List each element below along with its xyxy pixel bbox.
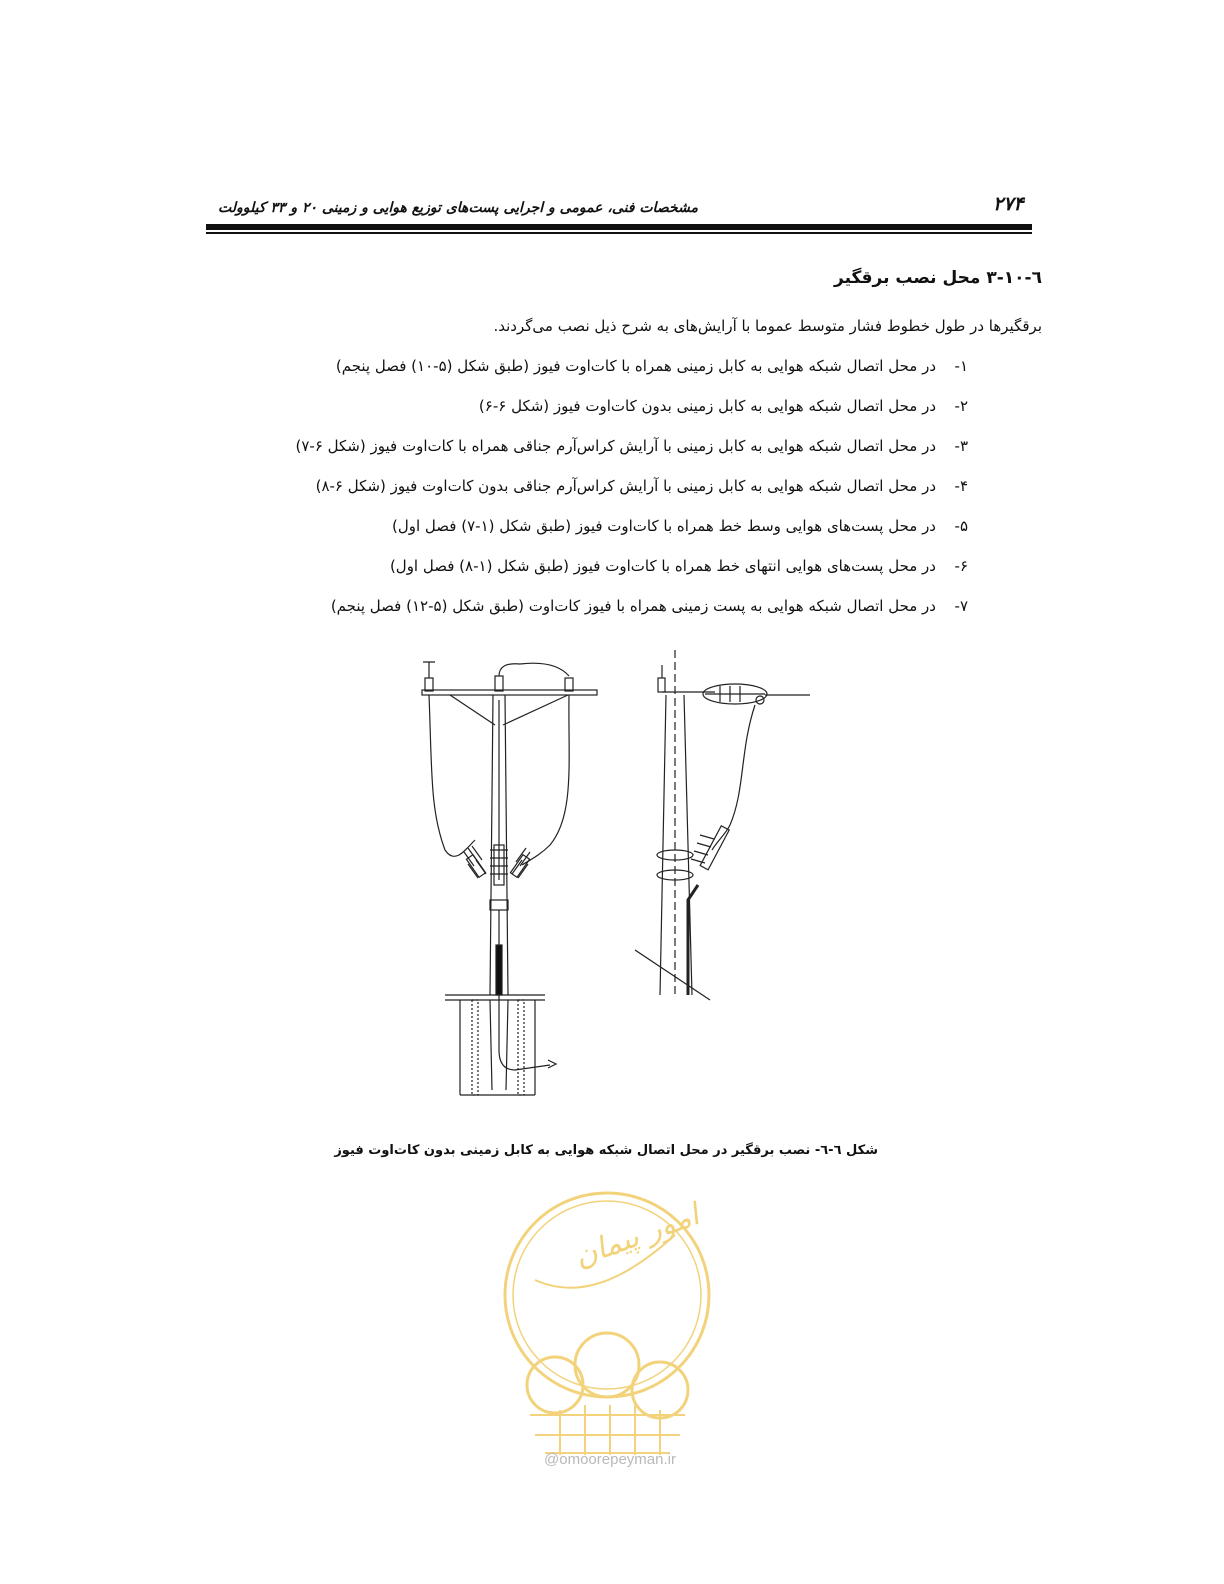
list-item-number: ۶- — [954, 557, 968, 575]
list-item — [295, 352, 968, 392]
running-title: مشخصات فنی، عمومی و اجرایی پست‌های توزیع هوایی و زمینی ۲۰ و ۳۳ کیلوولت — [218, 200, 698, 216]
list-item-number: ۱- — [954, 357, 968, 375]
list-item — [295, 552, 968, 592]
header-rule-thin — [206, 232, 1032, 234]
list-item — [295, 472, 968, 512]
list-item-text: در محل اتصال شبکه هوایی به کابل زمینی همراه با کات‌اوت فیوز (طبق شکل (۵-۱۰) فصل پنجم) — [335, 357, 936, 375]
list-item-number: ۲- — [954, 397, 968, 415]
list-item-text: در محل پست‌های هوایی انتهای خط همراه با کات‌اوت فیوز (طبق شکل (۱-۸) فصل اول) — [389, 557, 936, 575]
list-item — [295, 392, 968, 432]
list-item-number: ۷- — [954, 597, 968, 615]
pole-front-view — [422, 662, 597, 1095]
list-item-text: در محل اتصال شبکه هوایی به کابل زمینی با آرایش کراس‌آرم جناقی همراه با کات‌اوت فیوز (شکل ۶-۷) — [295, 437, 936, 455]
arrester-installation-drawing — [400, 650, 840, 1110]
arrester-left — [464, 846, 486, 878]
list-item — [295, 432, 968, 472]
list-item-text: در محل اتصال شبکه هوایی به پست زمینی همراه با فیوز کات‌اوت (طبق شکل (۵-۱۲) فصل پنجم) — [330, 597, 936, 615]
list-item-text: در محل اتصال شبکه هوایی به کابل زمینی بدون کات‌اوت فیوز (شکل ۶-۶) — [478, 397, 936, 415]
list-item-number: ۵- — [954, 517, 968, 535]
list-item — [295, 592, 968, 632]
list-item-text: در محل اتصال شبکه هوایی به کابل زمینی با آرایش کراس‌آرم جناقی بدون کات‌اوت فیوز (شکل ۶-۸) — [315, 477, 936, 495]
list-item-text: در محل پست‌های هوایی وسط خط همراه با کات‌اوت فیوز (طبق شکل (۱-۷) فصل اول) — [391, 517, 936, 535]
list-item-number: ۴- — [954, 477, 968, 495]
list-item-number: ۳- — [954, 437, 968, 455]
section-intro: برقگیرها در طول خطوط فشار متوسط عموما با آرایش‌های به شرح ذیل نصب می‌گردند. — [493, 317, 1042, 335]
figure-caption: شکل ٦-٦- نصب برقگیر در محل اتصال شبکه هوایی به کابل زمینی بدون کات‌اوت فیوز — [334, 1143, 878, 1158]
arrester-right — [510, 848, 530, 878]
installation-list — [295, 352, 968, 632]
header-rule — [206, 224, 1032, 230]
seal-lettering: امور پیمان — [569, 1197, 704, 1275]
website-watermark: @omoorepeyman.ir — [544, 1451, 676, 1468]
pole-side-view — [635, 650, 810, 1000]
company-seal-logo — [500, 1185, 715, 1460]
list-item — [295, 512, 968, 552]
section-title: ٦-١٠-٣ محل نصب برقگیر — [834, 268, 1042, 288]
page-number: ۲۷۴ — [993, 193, 1024, 215]
